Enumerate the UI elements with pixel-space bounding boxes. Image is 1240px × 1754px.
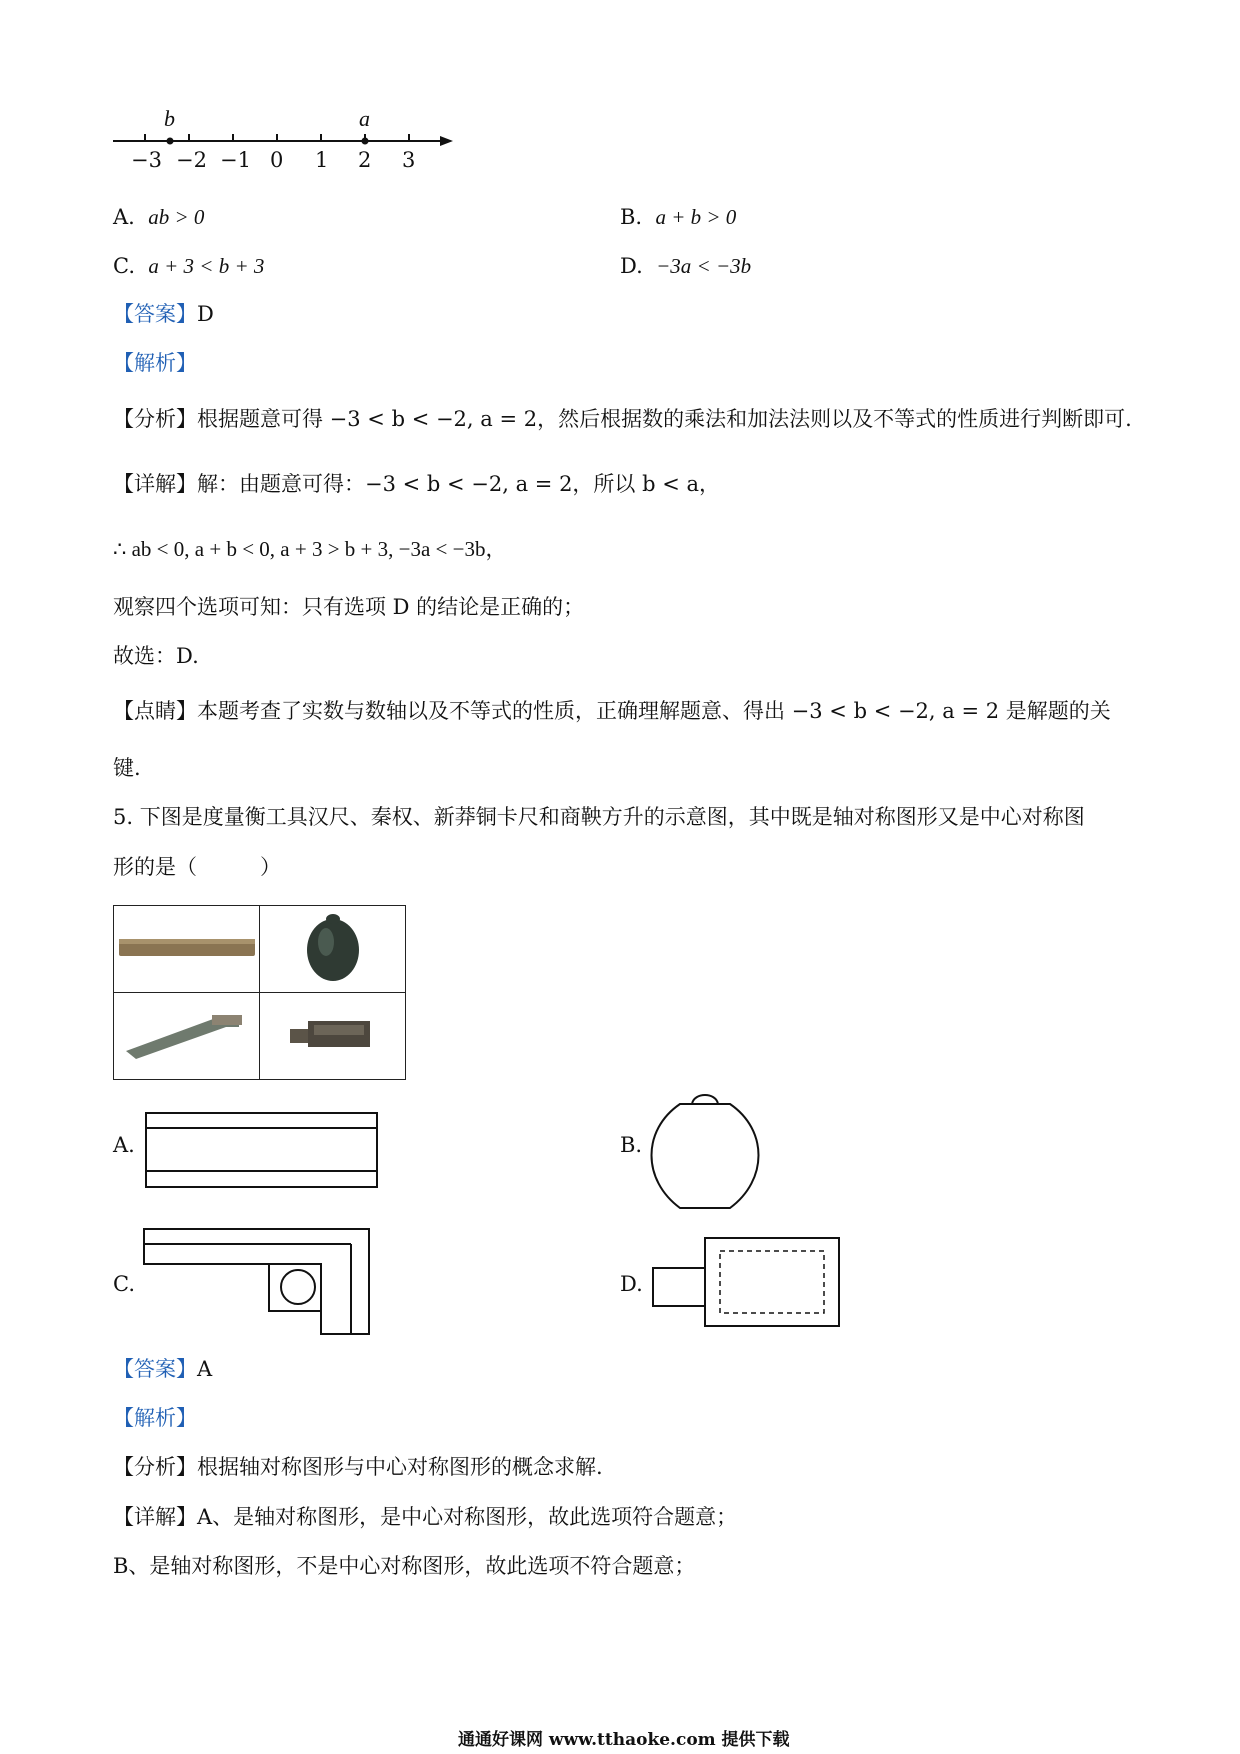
tick-label: 3 xyxy=(402,148,416,172)
tick-label: −2 xyxy=(176,148,207,172)
q5-line-b: B、是轴对称图形，不是中心对称图形，故此选项不符合题意； xyxy=(113,1554,696,1578)
xiangjie-line: 【详解】解：由题意可得：−3 < b < −2, a = 2，所以 b < a， xyxy=(113,472,721,496)
tick-label: −1 xyxy=(220,148,251,172)
footer: 通通好课网 www.tthaoke.com 提供下载 xyxy=(458,1730,790,1750)
q5-analysis-heading: 【解析】 xyxy=(113,1406,197,1430)
q5-answer-line: 【答案】A xyxy=(113,1357,213,1381)
q5-figure-a xyxy=(145,1112,380,1192)
photo-grid xyxy=(113,905,406,1080)
q5-figure-c xyxy=(143,1228,373,1338)
tick-label: 2 xyxy=(358,148,372,172)
option-d: D. −3a < −3b xyxy=(620,254,752,278)
observe-line: 观察四个选项可知：只有选项 D 的结论是正确的； xyxy=(113,595,585,619)
analysis-heading: 【解析】 xyxy=(113,351,197,375)
q5-xiangjie-line: 【详解】A、是轴对称图形，是中心对称图形，故此选项符合题意； xyxy=(113,1505,738,1529)
tick-label: 1 xyxy=(315,148,329,172)
photo-shang-yang-measure xyxy=(260,993,406,1080)
point-b-label: b xyxy=(164,106,175,131)
point-a-label: a xyxy=(359,106,370,131)
photo-han-ruler xyxy=(114,906,260,993)
q5-figure-b xyxy=(650,1090,760,1215)
q5-option-a-label: A. xyxy=(113,1133,135,1157)
tick-label: 0 xyxy=(270,148,284,172)
photo-qin-weight xyxy=(260,906,406,993)
photo-bronze-caliper xyxy=(114,993,260,1080)
tick-label: −3 xyxy=(131,148,162,172)
option-b: B. a + b > 0 xyxy=(620,205,737,229)
fenxi-line: 【分析】根据题意可得 −3 < b < −2, a = 2，然后根据数的乘法和加法法则以及不等式的性质进行判断即可. xyxy=(113,407,1132,431)
dianjing-cont: 键. xyxy=(113,756,141,780)
choose-line: 故选：D. xyxy=(113,644,199,668)
option-a: A. ab > 0 xyxy=(113,205,205,229)
q5-figure-d xyxy=(652,1237,842,1329)
option-c: C. a + 3 < b + 3 xyxy=(113,254,265,278)
therefore-line: ∴ ab < 0, a + b < 0, a + 3 > b + 3, −3a < −3b， xyxy=(113,537,507,561)
dianjing-line: 【点睛】本题考查了实数与数轴以及不等式的性质，正确理解题意、得出 −3 < b < −2, a = 2 是解题的关 xyxy=(113,699,1111,723)
q5-stem-line1: 5. 下图是度量衡工具汉尺、秦权、新莽铜卡尺和商鞅方升的示意图，其中既是轴对称图形又是中心对称图 xyxy=(113,805,1085,829)
q5-option-d-label: D. xyxy=(620,1272,643,1296)
answer-line: 【答案】D xyxy=(113,302,214,326)
q5-option-b-label: B. xyxy=(620,1133,643,1157)
q5-stem-line2: 形的是（ ） xyxy=(113,855,281,879)
q5-fenxi-line: 【分析】根据轴对称图形与中心对称图形的概念求解. xyxy=(113,1455,603,1479)
q5-option-c-label: C. xyxy=(113,1272,135,1296)
